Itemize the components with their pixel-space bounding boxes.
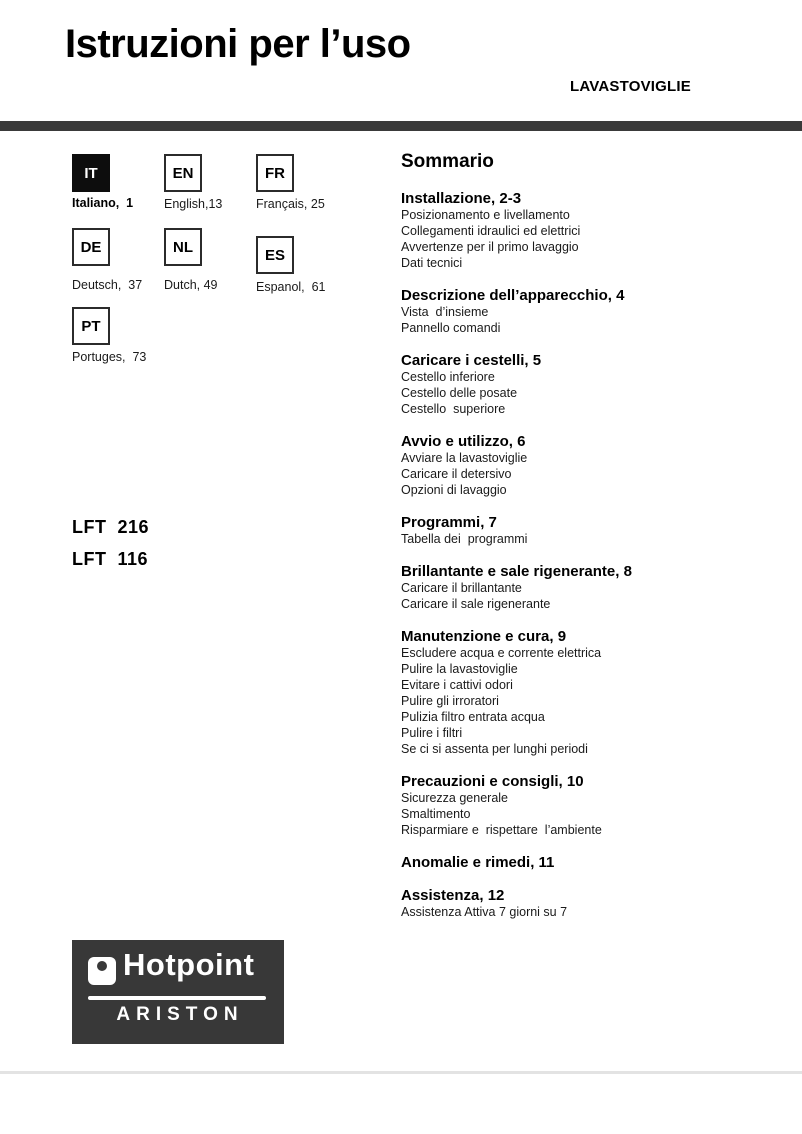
- language-code-fr: FR: [265, 164, 285, 182]
- language-code-de: DE: [80, 238, 102, 256]
- language-label-nl: Dutch, 49: [164, 278, 218, 292]
- toc-section-title: Avvio e utilizzo, 6: [401, 433, 526, 450]
- toc-section-title: Caricare i cestelli, 5: [401, 352, 542, 369]
- toc-item: Pannello comandi: [401, 321, 501, 335]
- product-type-label: LAVASTOVIGLIE: [570, 78, 691, 95]
- toc-section-avvio: [401, 433, 793, 498]
- toc-section-title: Descrizione dell’apparecchio, 4: [401, 287, 625, 304]
- logo-divider-line: [88, 996, 266, 1000]
- toc-item: Collegamenti idraulici ed elettrici: [401, 224, 581, 238]
- toc-item: Se ci si assenta per lunghi periodi: [401, 742, 588, 756]
- toc-section-title: Precauzioni e consigli, 10: [401, 773, 584, 790]
- toc-item: Smaltimento: [401, 807, 471, 821]
- bottom-divider-line: [0, 1071, 802, 1074]
- toc-section-anomalie: [401, 854, 793, 871]
- language-code-it: IT: [84, 164, 98, 182]
- language-box-nl: [164, 228, 202, 266]
- toc-item: Cestello inferiore: [401, 370, 495, 384]
- toc-item: Opzioni di lavaggio: [401, 483, 507, 497]
- language-label-pt: Portuges, 73: [72, 350, 147, 364]
- toc-section-precauzioni: [401, 773, 793, 838]
- toc-section-title: Anomalie e rimedi, 11: [401, 854, 555, 871]
- language-label-it: Italiano, 1: [72, 196, 134, 210]
- toc-item: Caricare il sale rigenerante: [401, 597, 551, 611]
- toc-item: Escludere acqua e corrente elettrica: [401, 646, 602, 660]
- toc-section-programmi: [401, 514, 793, 547]
- language-box-it: [72, 154, 110, 192]
- toc-item: Pulire i filtri: [401, 726, 463, 740]
- language-code-en: EN: [172, 164, 194, 182]
- toc-heading: Sommario: [401, 151, 494, 172]
- toc-item: Posizionamento e livellamento: [401, 208, 570, 222]
- toc-section-caricare-cestelli: [401, 352, 793, 417]
- toc-section-assistenza: [401, 887, 793, 920]
- toc-item: Sicurezza generale: [401, 791, 509, 805]
- brand-logo: [72, 940, 284, 1044]
- toc-section-manutenzione: [401, 628, 793, 757]
- sub-brand-name: ARISTON: [116, 1004, 244, 1025]
- toc-section-brillantante: [401, 563, 793, 612]
- brand-name: Hotpoint: [123, 947, 255, 982]
- top-divider-bar: [0, 121, 802, 131]
- toc-section-title: Assistenza, 12: [401, 887, 505, 904]
- toc-item: Vista d’insieme: [401, 305, 489, 319]
- toc-section-title: Manutenzione e cura, 9: [401, 628, 567, 645]
- toc-item: Assistenza Attiva 7 giorni su 7: [401, 905, 568, 919]
- language-label-de: Deutsch, 37: [72, 278, 143, 292]
- hotpoint-square-icon: [88, 957, 116, 985]
- language-box-fr: [256, 154, 294, 192]
- toc-item: Cestello delle posate: [401, 386, 518, 400]
- language-code-pt: PT: [81, 317, 101, 335]
- toc-item: Caricare il detersivo: [401, 467, 512, 481]
- toc-item: Tabella dei programmi: [401, 532, 528, 546]
- toc-section-title: Brillantante e sale rigenerante, 8: [401, 563, 632, 580]
- toc-section-title: Programmi, 7: [401, 514, 497, 531]
- language-box-de: [72, 228, 110, 266]
- model-number-lft-116: LFT 116: [72, 549, 149, 569]
- page-title: Istruzioni per l’uso: [65, 22, 411, 66]
- toc-item: Avviare la lavastoviglie: [401, 451, 528, 465]
- toc-item: Pulire gli irroratori: [401, 694, 499, 708]
- table-of-contents: [401, 150, 793, 920]
- toc-item: Evitare i cattivi odori: [401, 678, 513, 692]
- toc-item: Pulizia filtro entrata acqua: [401, 710, 545, 724]
- toc-section-descrizione: [401, 287, 793, 336]
- language-label-en: English,13: [164, 197, 223, 211]
- language-box-en: [164, 154, 202, 192]
- language-label-fr: Français, 25: [256, 197, 325, 211]
- hotpoint-dot-icon: [97, 961, 107, 971]
- language-box-pt: [72, 307, 110, 345]
- toc-item: Caricare il brillantante: [401, 581, 522, 595]
- toc-section-title: Installazione, 2-3: [401, 190, 522, 207]
- toc-item: Cestello superiore: [401, 402, 506, 416]
- toc-item: Avvertenze per il primo lavaggio: [401, 240, 579, 254]
- toc-section-installazione: [401, 190, 793, 271]
- language-box-es: [256, 236, 294, 274]
- toc-item: Dati tecnici: [401, 256, 463, 270]
- language-code-es: ES: [264, 246, 285, 264]
- toc-item: Risparmiare e rispettare l’ambiente: [401, 823, 602, 837]
- language-label-es: Espanol, 61: [256, 280, 326, 294]
- model-number-lft-216: LFT 216: [72, 517, 150, 537]
- language-code-nl: NL: [173, 238, 193, 256]
- toc-item: Pulire la lavastoviglie: [401, 662, 518, 676]
